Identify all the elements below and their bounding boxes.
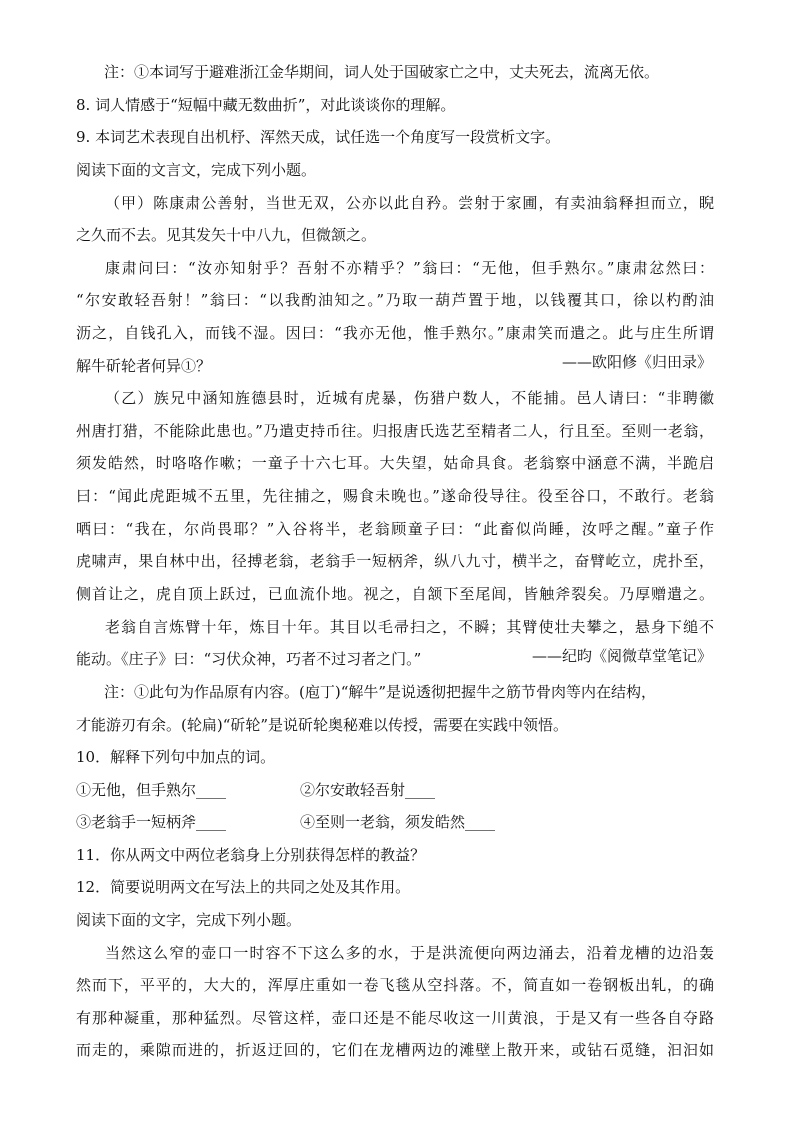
modern-passage-line: 而走的，乘隙而进的，折返迂回的，它们在龙槽两边的滩壁上散开来，或钻石觅缝，汩汩如 (76, 1041, 714, 1059)
section-instruction-modern: 阅读下面的文字，完成下列小题。 (76, 911, 302, 929)
question-10-item: ①无他，但手熟尔____ (76, 781, 227, 799)
passage-a-line: （甲）陈康肃公善射，当世无双，公亦以此自矜。尝射于家圃，有卖油翁释担而立，睨 (105, 194, 714, 212)
passage-b-line: 虎啸声，果自林中出，径搏老翁，老翁手一短柄斧，纵八九寸，横半之，奋臂屹立，虎扑至， (76, 552, 714, 570)
section-instruction-classical: 阅读下面的文言文，完成下列小题。 (76, 161, 317, 179)
passage-a-line: 解牛斫轮者何异①？ (76, 357, 212, 375)
question-10-item: ④至则一老翁，须发皓然____ (300, 813, 496, 831)
question-10-item: ②尔安敢轻吾射____ (300, 781, 436, 799)
passage-a-source: ——欧阳修《归田录》 (561, 353, 712, 371)
question-12: 12．简要说明两文在写法上的共同之处及其作用。 (76, 878, 411, 896)
modern-passage-line: 然而下，平平的，大大的，浑厚庄重如一卷飞毯从空抖落。不，简直如一卷钢板出轧，的确 (76, 976, 714, 994)
passage-b-line: 曰：“闻此虎距城不五里，先往捕之，赐食未晚也。”遂命役导往。役至谷口，不敢行。老翁 (76, 487, 714, 505)
passage-b-line: 州唐打猎，不能除此患也。”乃遣吏持币往。归报唐氏选艺至精者二人，行且至。至则一老翁， (76, 422, 714, 440)
passage-a-line: 之久而不去。见其发矢十中八九，但微颔之。 (76, 226, 377, 244)
passage-b-line: 老翁自言炼臂十年，炼目十年。其目以毛帚扫之，不瞬；其臂使壮夫攀之，悬身下缒不 (105, 618, 714, 636)
passage-a-line: 沥之，自钱孔入，而钱不湿。因曰：“我亦无他，惟手熟尔。”康肃笑而遣之。此与庄生所谓 (76, 324, 714, 342)
modern-passage-line: 当然这么窄的壶口一时容不下这么多的水，于是洪流便向两边涌去，沿着龙槽的边沿轰 (105, 944, 714, 962)
passage-a-line: “尔安敢轻吾射！”翁曰：“以我酌油知之。”乃取一葫芦置于地，以钱覆其口，徐以杓酌油 (76, 291, 714, 309)
question-10-item: ③老翁手一短柄斧____ (76, 813, 227, 831)
modern-passage-line: 有那种凝重，那种猛烈。尽管这样，壶口还是不能尽收这一川黄浪，于是又有一些各自夺路 (76, 1009, 714, 1027)
question-10: 10．解释下列句中加点的词。 (76, 748, 276, 766)
passage-b-line: 侧首让之，虎自顶上跃过，已血流仆地。视之，自颔下至尾闾，皆触斧裂矣。乃厚赠遣之。 (76, 585, 714, 603)
question-11: 11．你从两文中两位老翁身上分别获得怎样的教益？ (76, 846, 426, 864)
passage-b-line: 能动。《庄子》曰：“习伏众神，巧者不过习者之门。” (76, 650, 422, 668)
poem-note: 注：①本词写于避难浙江金华期间，词人处于国破家亡之中，丈夫死去，流离无依。 (104, 63, 660, 81)
passage-b-line: 须发皓然，时咯咯作嗽；一童子十六七耳。大失望，姑命具食。老翁察中涵意不满，半跪启 (76, 454, 714, 472)
passage-a-line: 康肃问曰：“汝亦知射乎？吾射不亦精乎？”翁曰：“无他，但手熟尔。”康肃忿然曰： (105, 259, 714, 277)
passage-b-line: 哂曰：“我在，尔尚畏耶？”入谷将半，老翁顾童子曰：“此畜似尚睡，汝呼之醒。”童子作 (76, 520, 714, 538)
question-8: 8. 词人情感于“短幅中藏无数曲折”，对此谈谈你的理解。 (76, 96, 456, 114)
question-9: 9. 本词艺术表现自出机杼、浑然天成，试任选一个角度写一段赏析文字。 (76, 128, 561, 146)
passage-b-line: （乙）族兄中涵知旌德县时，近城有虎暴，伤猎户数人，不能捕。邑人请曰：“非聘徽 (105, 389, 714, 407)
classical-note: 才能游刃有余。(轮扁)“斫轮”是说斫轮奥秘难以传授，需要在实践中领悟。 (76, 716, 569, 734)
passage-b-source: ——纪昀《阅微草堂笔记》 (531, 647, 712, 665)
classical-note: 注：①此句为作品原有内容。(庖丁)“解牛”是说透彻把握牛之筋节骨肉等内在结构， (104, 683, 657, 701)
